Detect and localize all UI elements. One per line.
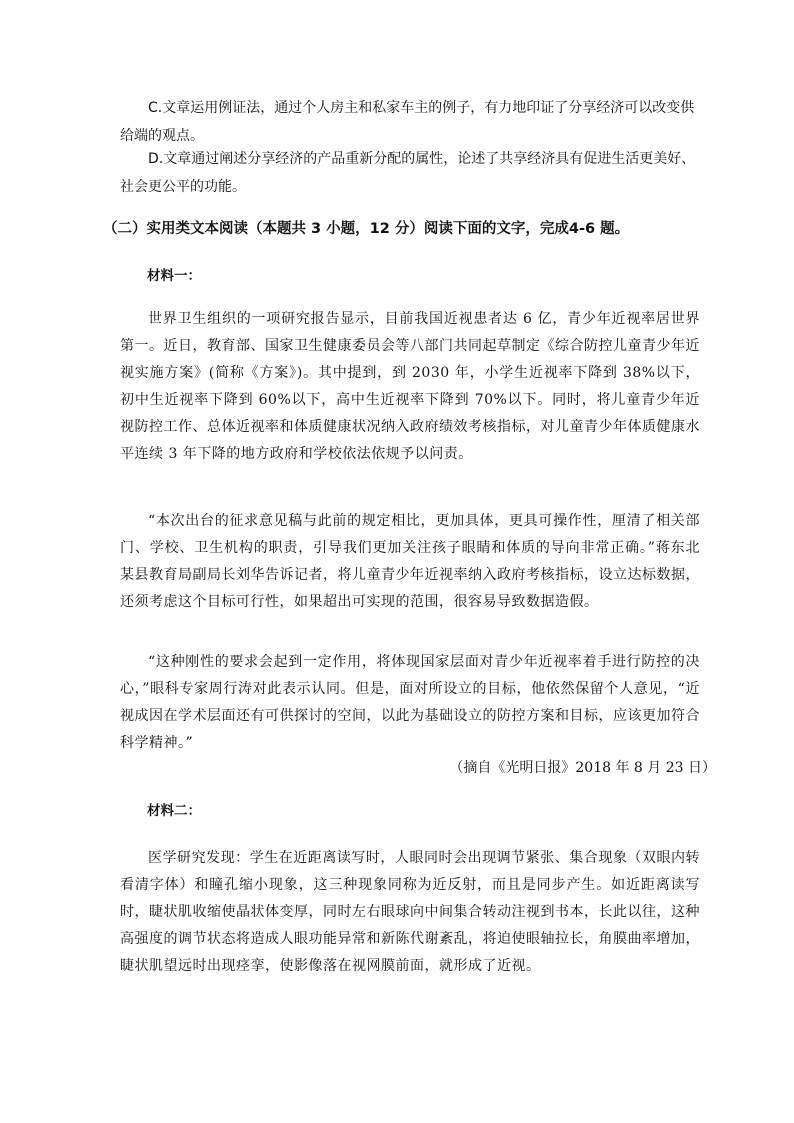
material-1-paragraph-3: “这种刚性的要求会起到一定作用，将体现国家层面对青少年近视率着手进行防控的决心，”眼科专家周行涛对此表示认同。但是，面对所设立的目标，他依然保留个人意见，“近视成因在学术层面还有可供探讨的空间，以此为基础设立的防控方案和目标，应该更加符合科学精神。”: [120, 654, 700, 751]
option-d: D.文章通过阐述分享经济的产品重新分配的属性，论述了共享经济具有促进生活更美好、社会更公平的功能。: [120, 151, 696, 195]
material-1-paragraph-2: “本次出台的征求意见稿与此前的规定相比，更加具体，更具可操作性，厘清了相关部门、学校、卫生机构的职责，引导我们更加关注孩子眼睛和体质的导向非常正确。”蒋东北某县教育局副局长刘华告诉记者，将儿童青少年近视率纳入政府考核指标，设立达标数据，还须考虑这个目标可行性，如果超出可实现的范围，很容易导致数据造假。: [120, 513, 700, 610]
material-2-label: 材料二：: [147, 803, 201, 819]
material-2-paragraph-1: 医学研究发现：学生在近距离读写时，人眼同时会出现调节紧张、集合现象（双眼内转看清字体）和瞳孔缩小现象，这三种现象同称为近反射，而且是同步产生。如近距离读写时，睫状肌收缩使晶状体变厚，同时左右眼球向中间集合转动注视到书本，长此以往，这种高强度的调节状态将造成人眼功能异常和新陈代谢紊乱，将迫使眼轴拉长，角膜曲率增加，睫状肌望远时出现痉挛，使影像落在视网膜前面，就形成了近视。: [120, 850, 700, 974]
section-heading: （二）实用类文本阅读（本题共 3 小题，12 分）阅读下面的文字，完成4-6 题。: [103, 221, 630, 237]
material-1-paragraph-1: 世界卫生组织的一项研究报告显示，目前我国近视患者达 6 亿，青少年近视率居世界第一。近日，教育部、国家卫生健康委员会等八部门共同起草制定《综合防控儿童青少年近视实施方案》(简称《方案》)。其中提到，到 2030 年，小学生近视率下降到 38%以下，初中生近视率下降到 60%以下，高中生近视率下降到 70%以下。同时，将儿童青少年近视防控工作、总体近视率和体质健康状况纳入政府绩效考核指标，对儿童青少年体质健康水平连续 3 年下降的地方政府和学校依法依规予以问责。: [120, 311, 700, 462]
material-1-label: 材料一：: [147, 268, 201, 284]
option-c: C.文章运用例证法，通过个人房主和私家车主的例子，有力地印证了分享经济可以改变供给端的观点。: [120, 100, 695, 144]
material-1-source: （摘自《光明日报》2018 年 8 月 23 日）: [449, 760, 716, 776]
